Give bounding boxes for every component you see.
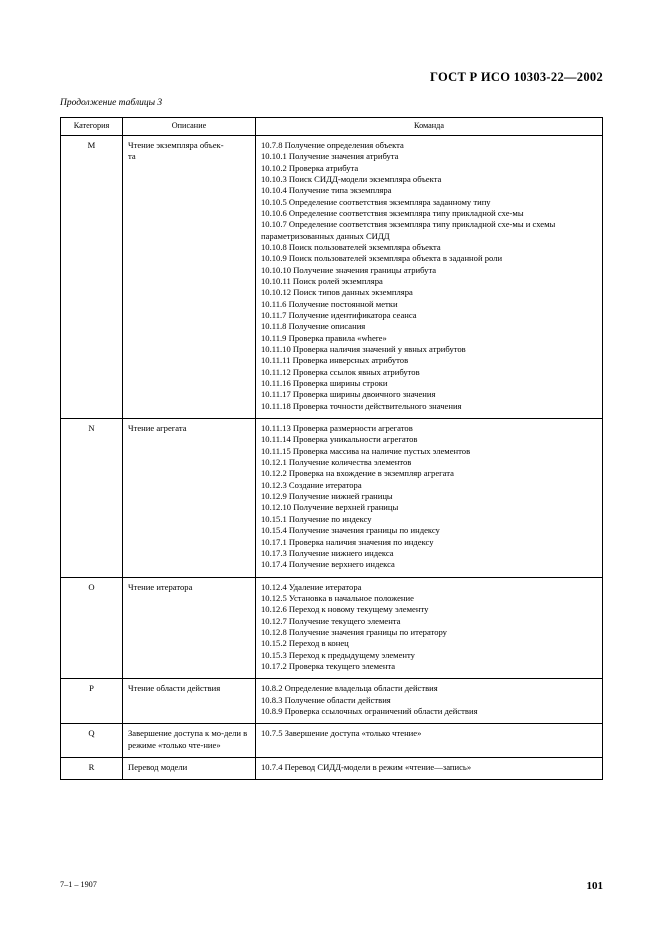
command-line: 10.10.10 Получение значения границы атрибута: [261, 264, 437, 275]
footer-code: 7–1 – 1907: [60, 880, 97, 889]
cell-commands: [256, 135, 603, 418]
cell-category: Q: [61, 724, 123, 758]
command-line: 10.10.6 Определение соответствия экземпляра типу прикладной схе-мы: [261, 207, 524, 218]
command-line: 10.17.3 Получение нижнего индекса: [261, 547, 394, 558]
command-line: 10.12.6 Переход к новому текущему элементу: [261, 604, 429, 615]
column-header-command: Команда: [256, 118, 603, 136]
command-line: 10.10.2 Проверка атрибута: [261, 162, 359, 173]
command-line: 10.15.4 Получение значения границы по индексу: [261, 525, 440, 536]
command-line: 10.11.10 Проверка наличия значений у явных атрибутов: [261, 344, 466, 355]
cell-commands: [256, 758, 603, 780]
command-line: 10.12.10 Получение верхней границы: [261, 502, 399, 513]
command-line: 10.10.1 Получение значения атрибута: [261, 151, 399, 162]
command-line: 10.12.9 Получение нижней границы: [261, 491, 393, 502]
command-line: 10.15.2 Переход в конец: [261, 638, 349, 649]
command-line: 10.7.8 Получение определения объекта: [261, 139, 404, 150]
command-line: 10.8.3 Получение области действия: [261, 694, 391, 705]
table-row: [61, 135, 603, 418]
column-header-category: Категория: [61, 118, 123, 136]
command-line: 10.11.11 Проверка инверсных атрибутов: [261, 355, 409, 366]
column-header-description: Описание: [123, 118, 256, 136]
command-line: 10.10.11 Поиск ролей экземпляра: [261, 275, 383, 286]
cell-category: P: [61, 679, 123, 724]
table-row: [61, 419, 603, 577]
cell-commands: [256, 724, 603, 758]
cell-category: M: [61, 135, 123, 418]
table-row: [61, 679, 603, 724]
cell-description: Чтение итератора: [123, 577, 256, 679]
cell-commands: [256, 577, 603, 679]
cell-commands: [256, 679, 603, 724]
table-row: [61, 577, 603, 679]
command-line: 10.12.4 Удаление итератора: [261, 581, 362, 592]
command-line: 10.11.18 Проверка точности действительного значения: [261, 400, 462, 411]
page-number: 101: [586, 880, 603, 892]
command-line: 10.11.13 Проверка размерности агрегатов: [261, 423, 413, 434]
command-line: 10.10.8 Поиск пользователей экземпляра объекта: [261, 241, 441, 252]
command-line: 10.10.7 Определение соответствия экземпляра типу прикладной схе-мы и схемы параметризованных данных СИДД: [261, 219, 556, 241]
cell-category: R: [61, 758, 123, 780]
table-body: [61, 135, 603, 780]
command-line: 10.17.2 Проверка текущего элемента: [261, 660, 396, 671]
command-line: 10.11.15 Проверка массива на наличие пустых элементов: [261, 445, 471, 456]
table-row: [61, 758, 603, 780]
command-line: 10.11.16 Проверка ширины строки: [261, 378, 388, 389]
cell-description: Чтение области действия: [123, 679, 256, 724]
command-line: 10.7.4 Перевод СИДД-модели в режим «чтение—запись»: [261, 762, 472, 773]
command-line: 10.10.9 Поиск пользователей экземпляра объекта в заданной роли: [261, 253, 503, 264]
command-line: 10.8.9 Проверка ссылочных ограничений области действия: [261, 705, 478, 716]
command-line: 10.12.1 Получение количества элементов: [261, 457, 412, 468]
table-header-row: [61, 118, 603, 136]
commands-table: [60, 117, 603, 780]
command-line: 10.11.6 Получение постоянной метки: [261, 298, 398, 309]
command-line: 10.15.3 Переход к предыдущему элементу: [261, 649, 415, 660]
cell-commands: [256, 419, 603, 577]
command-line: 10.11.17 Проверка ширины двоичного значения: [261, 389, 436, 400]
command-line: 10.15.1 Получение по индексу: [261, 513, 372, 524]
cell-description: Завершение доступа к мо-дели в режиме «только чте-ние»: [123, 724, 256, 758]
command-line: 10.12.2 Проверка на вхождение в экземпляр агрегата: [261, 468, 454, 479]
command-line: 10.12.5 Установка в начальное положение: [261, 592, 414, 603]
command-line: 10.17.1 Проверка наличия значения по индексу: [261, 536, 434, 547]
command-line: 10.17.4 Получение верхнего индекса: [261, 559, 395, 570]
page-header-title: ГОСТ Р ИСО 10303-22—2002: [430, 70, 603, 84]
cell-description: Чтение агрегата: [123, 419, 256, 577]
command-line: 10.12.8 Получение значения границы по итератору: [261, 626, 447, 637]
command-line: 10.11.8 Получение описания: [261, 321, 366, 332]
command-line: 10.8.2 Определение владельца области действия: [261, 683, 438, 694]
cell-description: Чтение экземпляра объек- та: [123, 135, 256, 418]
cell-description: Перевод модели: [123, 758, 256, 780]
command-line: 10.11.9 Проверка правила «where»: [261, 332, 387, 343]
cell-category: N: [61, 419, 123, 577]
command-line: 10.10.12 Поиск типов данных экземпляра: [261, 287, 413, 298]
command-line: 10.11.14 Проверка уникальности агрегатов: [261, 434, 418, 445]
table-row: [61, 724, 603, 758]
table-continuation-label: Продолжение таблицы 3: [60, 98, 163, 108]
command-line: 10.11.7 Получение идентификатора сеанса: [261, 309, 417, 320]
command-line: 10.11.12 Проверка ссылок явных атрибутов: [261, 366, 420, 377]
command-line: 10.12.7 Получение текущего элемента: [261, 615, 401, 626]
command-line: 10.10.3 Поиск СИДД-модели экземпляра объекта: [261, 173, 442, 184]
command-line: 10.10.5 Определение соответствия экземпляра заданному типу: [261, 196, 491, 207]
command-line: 10.7.5 Завершение доступа «только чтение»: [261, 728, 422, 739]
command-line: 10.10.4 Получение типа экземпляра: [261, 185, 392, 196]
cell-category: O: [61, 577, 123, 679]
command-line: 10.12.3 Создание итератора: [261, 479, 362, 490]
